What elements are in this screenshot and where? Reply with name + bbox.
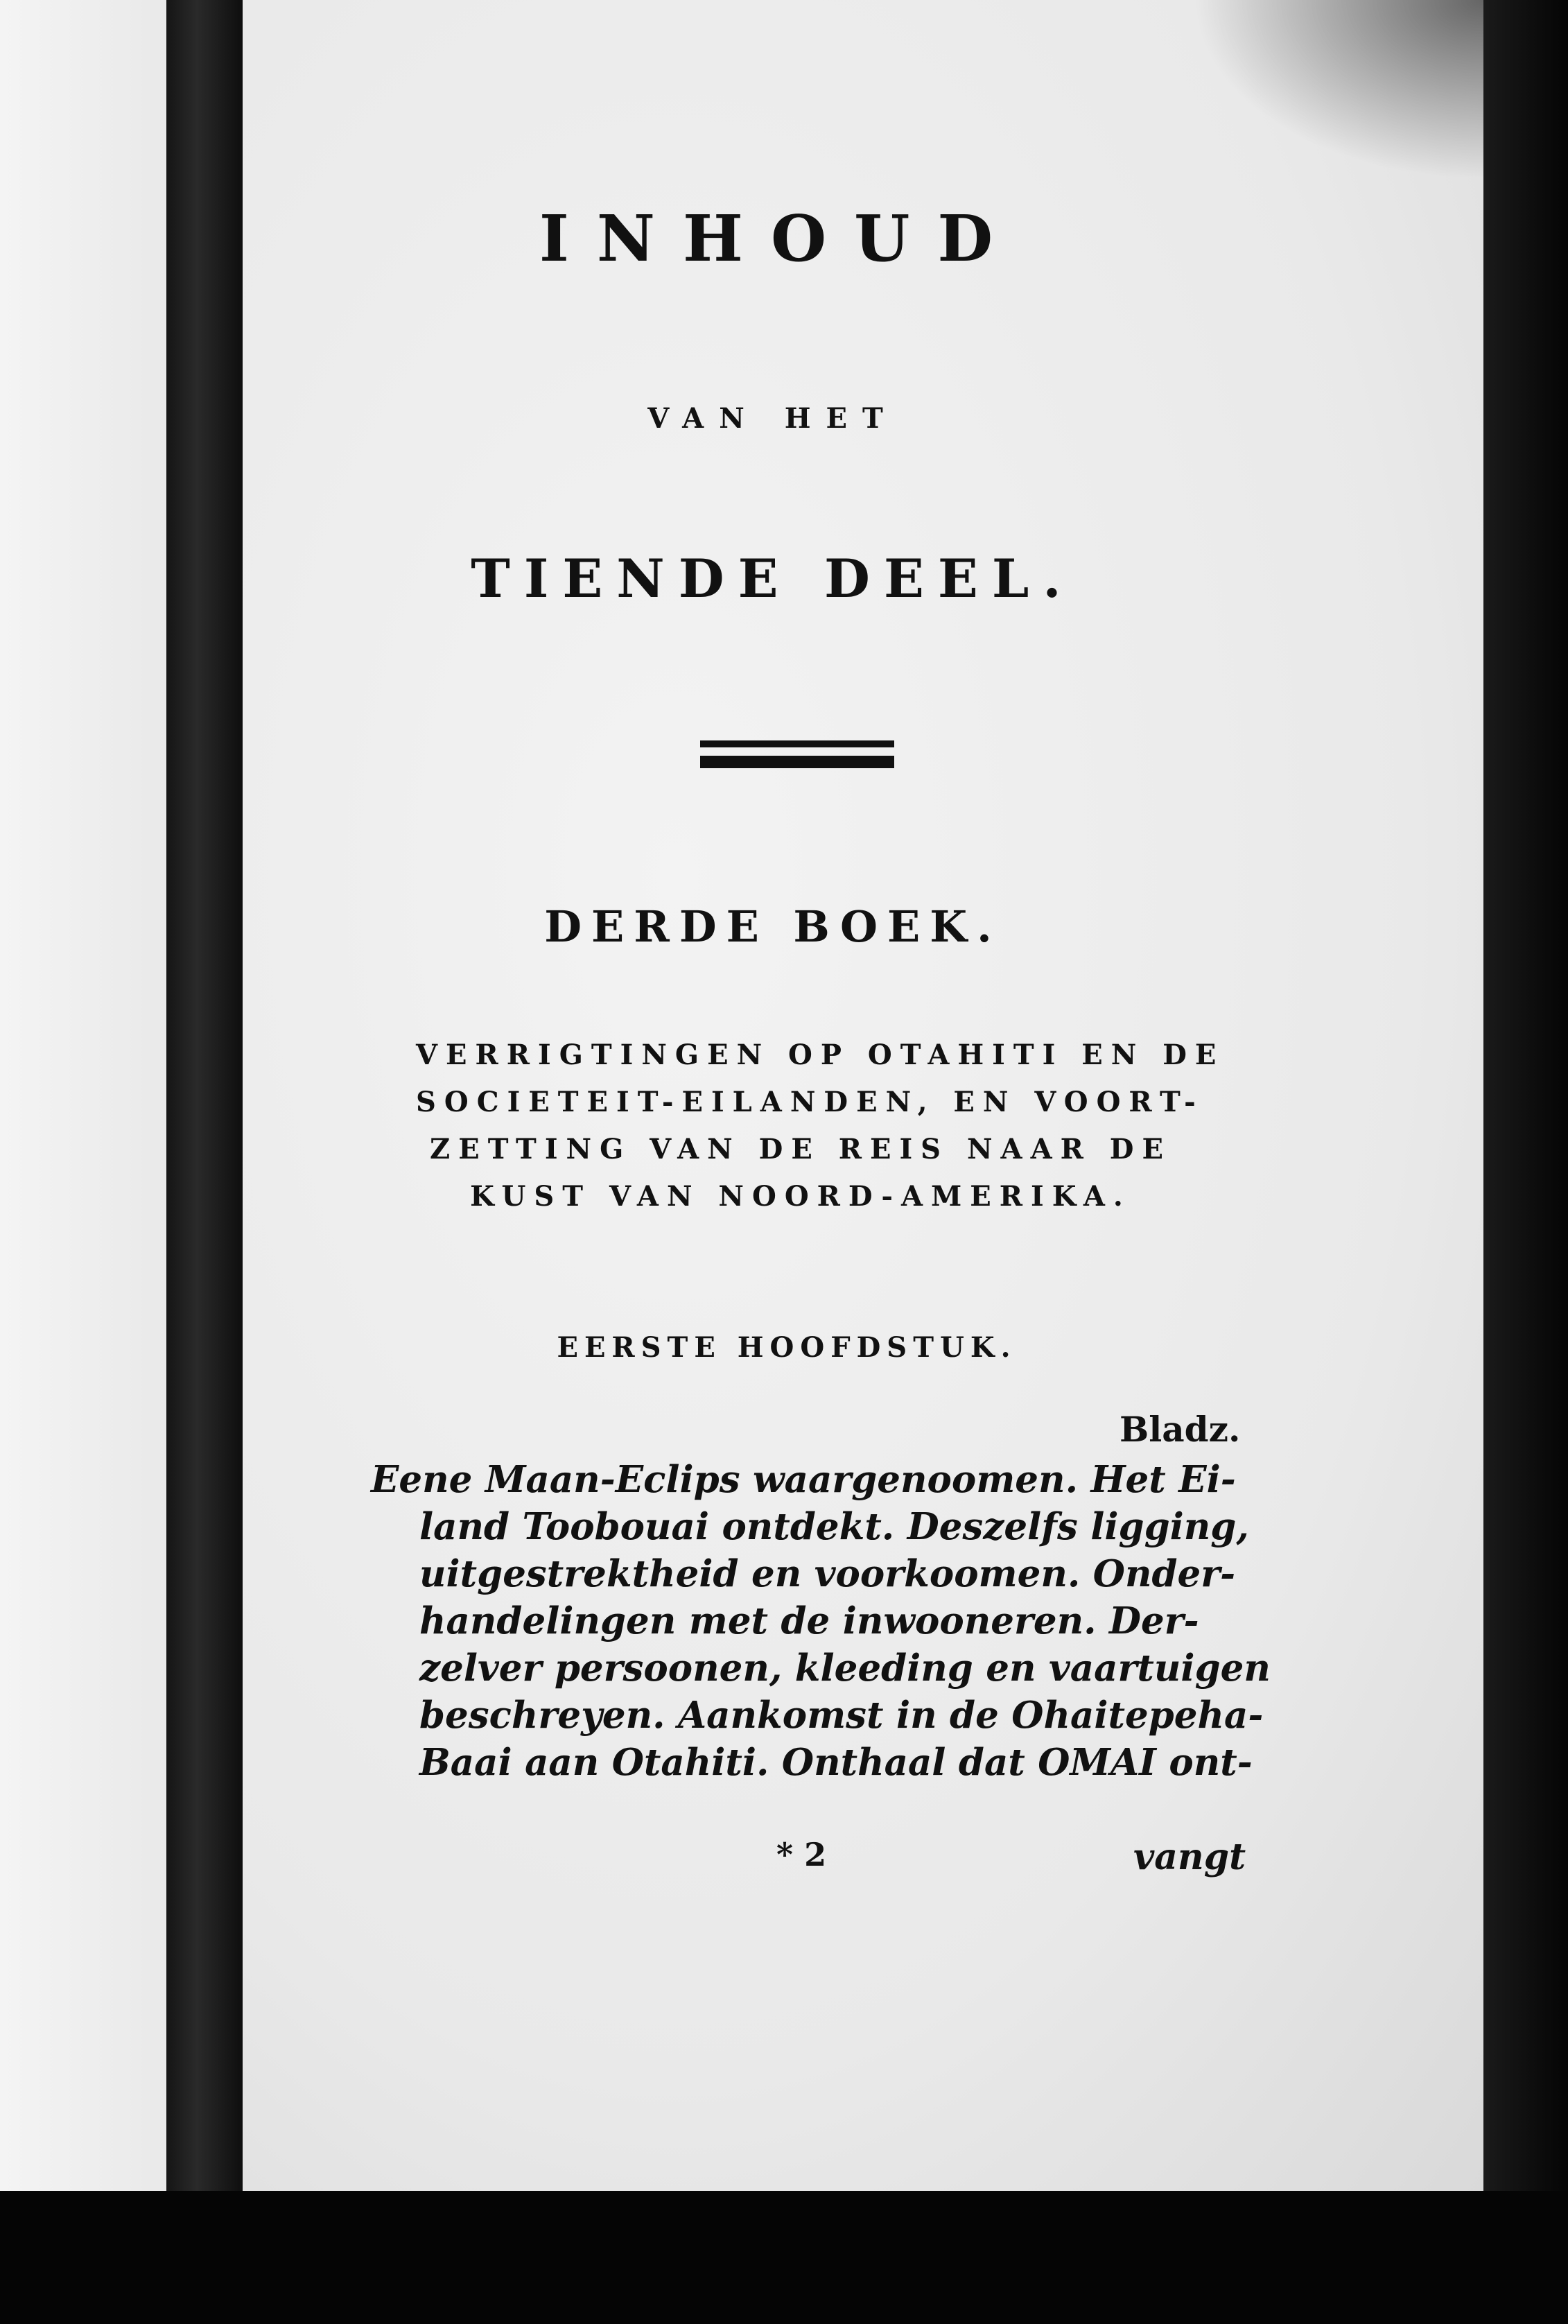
subtitle-line: SOCIETEIT-EILANDEN, EN VOORT- — [416, 1086, 1204, 1118]
right-page-edge — [1483, 0, 1568, 2324]
page-column-label: Bladz. — [1120, 1409, 1241, 1450]
subtitle-line: ZETTING VAN DE REIS NAAR DE — [430, 1133, 1171, 1165]
chapter-summary — [371, 1456, 1271, 1786]
summary-line: zelver persoonen, kleeding en vaartuigen — [419, 1647, 1271, 1690]
summary-line: land Toobouai ontdekt. Deszelfs ligging, — [419, 1505, 1249, 1548]
rule-thin — [700, 740, 894, 747]
scan-border — [0, 2191, 1568, 2324]
signature-mark: * 2 — [776, 1836, 827, 1873]
book-title: DERDE BOEK. — [544, 901, 1002, 952]
page-content — [243, 0, 1483, 2191]
left-page-edge — [0, 0, 166, 2191]
summary-line: handelingen met de inwooneren. Der- — [419, 1599, 1199, 1642]
catchword: vangt — [1133, 1836, 1246, 1878]
subtitle-line: VERRIGTINGEN OP OTAHITI EN DE — [416, 1039, 1225, 1071]
volume-title: TIENDE DEEL. — [471, 548, 1075, 609]
summary-line: beschreyen. Aankomst in de Ohaitepeha- — [419, 1694, 1264, 1737]
double-rule-divider — [700, 740, 894, 774]
page-title: INHOUD — [539, 201, 1021, 276]
chapter-title: EERSTE HOOFDSTUK. — [557, 1331, 1017, 1364]
summary-line: Eene Maan-Eclips waargenoomen. Het Ei- — [371, 1458, 1236, 1501]
summary-line: Baai aan Otahiti. Onthaal dat OMAI ont- — [419, 1741, 1253, 1784]
title-connector: VAN HET — [647, 402, 898, 435]
book-subtitle — [416, 1032, 1225, 1220]
subtitle-line: KUST VAN NOORD-AMERIKA. — [470, 1180, 1131, 1213]
book-gutter — [166, 0, 243, 2191]
rule-thick — [700, 756, 894, 768]
summary-line: uitgestrektheid en voorkoomen. Onder- — [419, 1552, 1236, 1595]
